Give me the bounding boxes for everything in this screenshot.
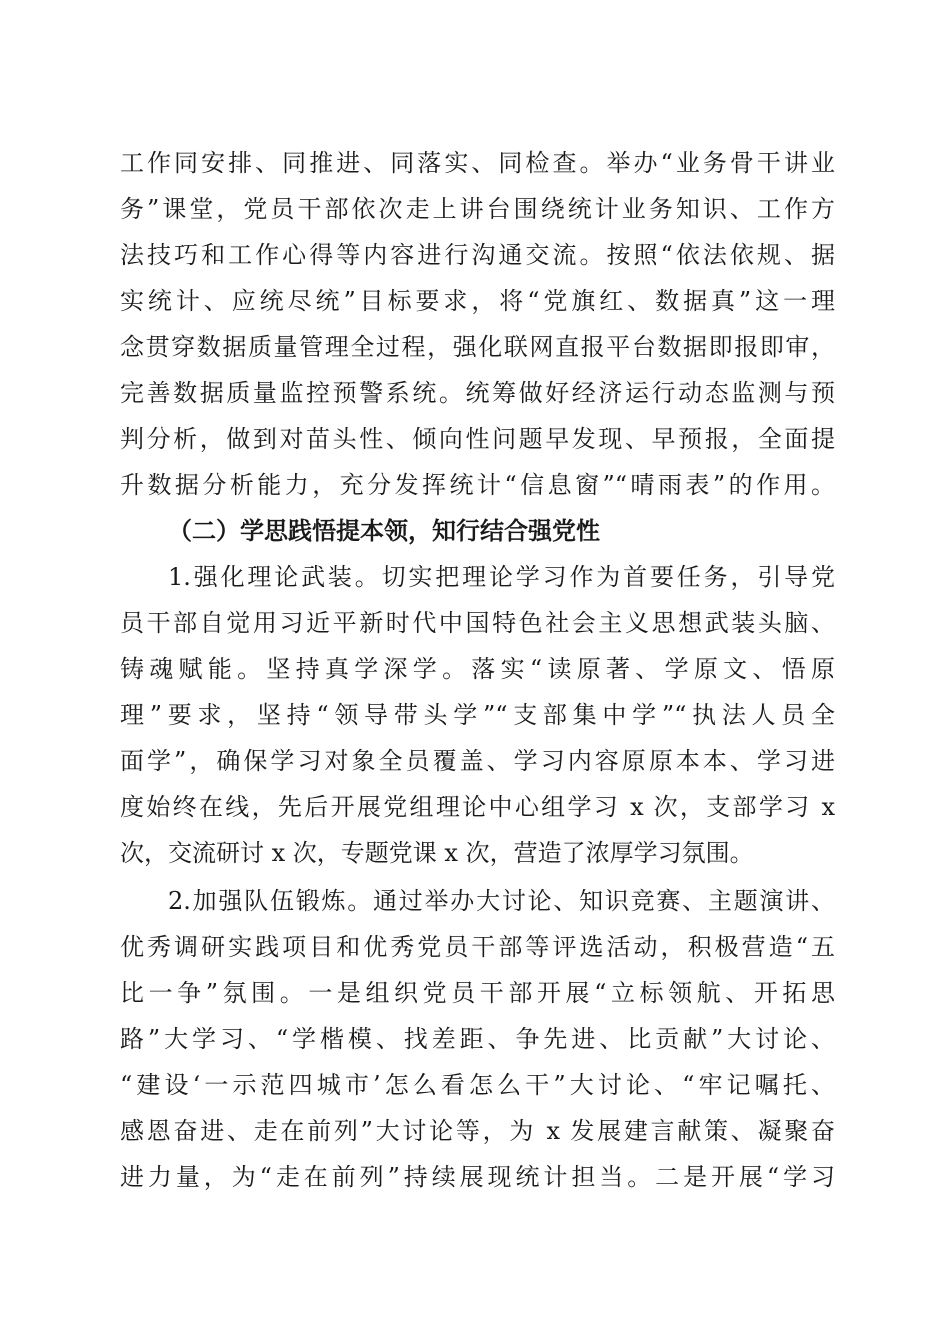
text-line: 实统计、应统尽统”目标要求，将“党旗红、数据真”这一理 [120,287,835,315]
text-line: 2.加强队伍锻炼。通过举办大讨论、知识竞赛、主题演讲、 [168,887,835,915]
text-line: 比一争”氛围。一是组织党员干部开展“立标领航、开拓思 [120,979,835,1007]
document-body [120,140,835,1200]
text-line: 员干部自觉用习近平新时代中国特色社会主义思想武装头脑、 [120,609,835,637]
text-line: 念贯穿数据质量管理全过程，强化联网直报平台数据即报即审， [120,333,835,361]
text-line: “建设‘一示范四城市’怎么看怎么干”大讨论、“牢记嘱托、 [120,1071,835,1099]
text-line: 判分析，做到对苗头性、倾向性问题早发现、早预报，全面提 [120,425,835,453]
paragraph-team-training [120,878,835,1200]
text-line: 度始终在线，先后开展党组理论中心组学习 x 次，支部学习 x [120,793,835,821]
text-line: 铸魂赋能。坚持真学深学。落实“读原著、学原文、悟原 [120,655,835,683]
text-line: 优秀调研实践项目和优秀党员干部等评选活动，积极营造“五 [120,933,835,961]
text-line: 1.强化理论武装。切实把理论学习作为首要任务，引导党 [168,563,835,591]
paragraph-theory-study [120,554,835,876]
text-line: 理”要求，坚持“领导带头学”“支部集中学”“执法人员全 [120,701,835,729]
text-line: 法技巧和工作心得等内容进行沟通交流。按照“依法依规、据 [120,241,835,269]
text-line: 面学”，确保学习对象全员覆盖、学习内容原原本本、学习进 [120,747,835,775]
text-line: 感恩奋进、走在前列”大讨论等，为 x 发展建言献策、凝聚奋 [120,1117,835,1145]
text-line: 工作同安排、同推进、同落实、同检查。举办“业务骨干讲业 [120,149,835,177]
text-line: 完善数据质量监控预警系统。统筹做好经济运行动态监测与预 [120,379,835,407]
text-line: 次，交流研讨 x 次，专题党课 x 次，营造了浓厚学习氛围。 [120,839,754,867]
text-line: 进力量，为“走在前列”持续展现统计担当。二是开展“学习 [120,1163,835,1191]
text-line: 务”课堂，党员干部依次走上讲台围绕统计业务知识、工作方 [120,195,835,223]
text-line: 路”大学习、“学楷模、找差距、争先进、比贡献”大讨论、 [120,1025,835,1053]
paragraph-data-quality [120,140,835,508]
section-heading: （二）学思践悟提本领，知行结合强党性 [168,516,600,545]
text-line: 升数据分析能力，充分发挥统计“信息窗”“晴雨表”的作用。 [120,471,835,499]
